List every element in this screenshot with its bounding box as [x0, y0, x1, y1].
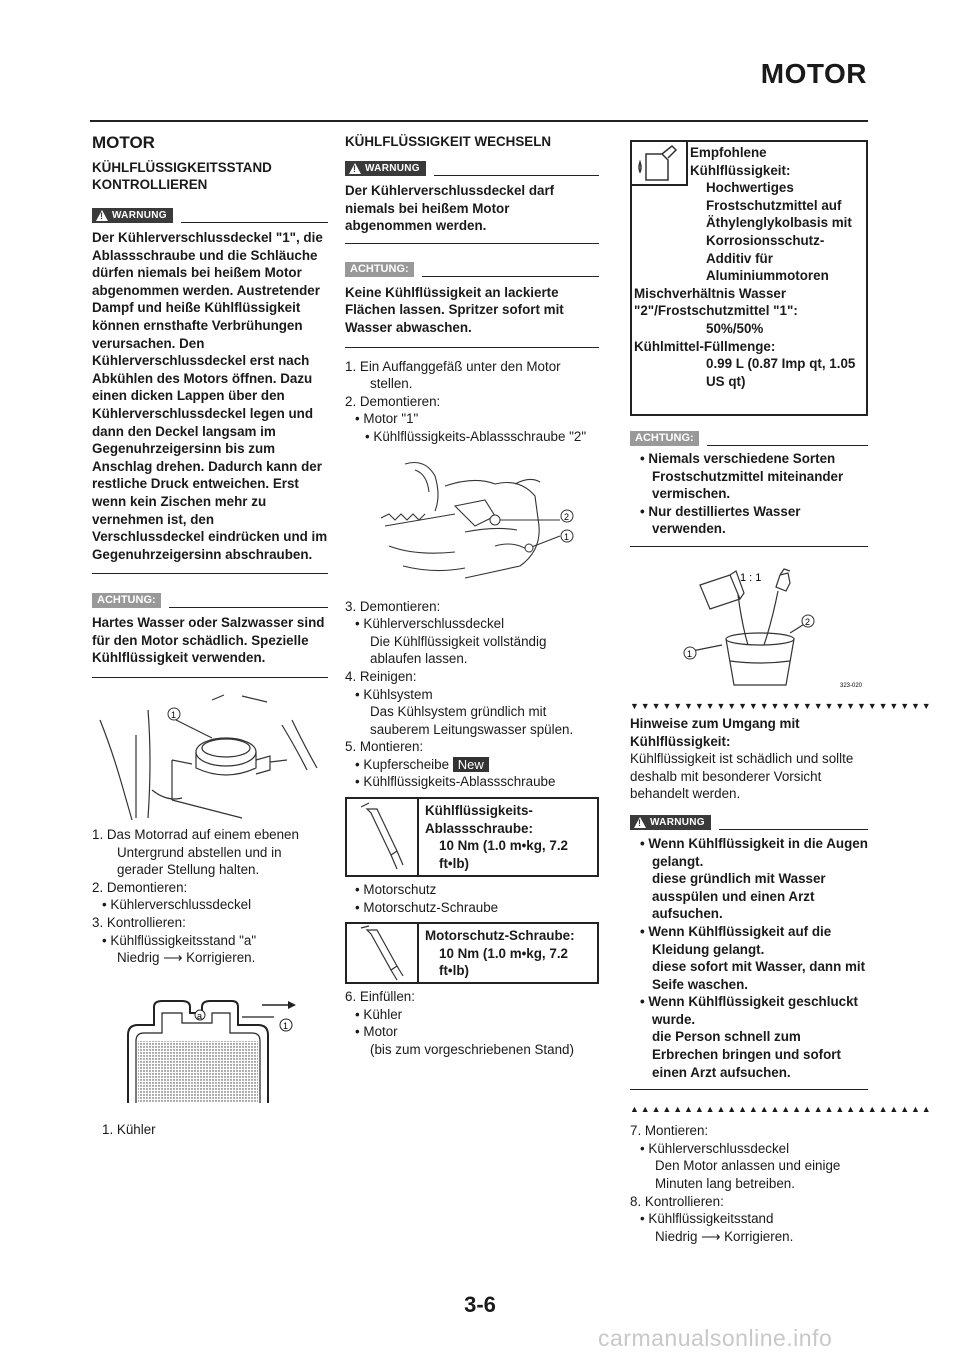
- torque-spec-2: Motorschutz-Schraube: 10 Nm (1.0 m•kg, 7.2 ft•lb): [425, 928, 575, 979]
- caution-header: [345, 262, 599, 278]
- torque-spec-1: Kühlflüssigkeits-Ablassschraube: 10 Nm (1.0 m•kg, 7.2 ft•lb): [425, 803, 568, 871]
- fill-value: 0.99 L (0.87 Imp qt, 1.05 US qt): [706, 356, 856, 389]
- list-item: 7. Montieren:: [630, 1123, 709, 1139]
- triangle-divider-bottom: ▲▲▲▲▲▲▲▲▲▲▲▲▲▲▲▲▲▲▲▲▲▲▲▲▲▲▲▲: [630, 1104, 933, 1115]
- col1-steps: [92, 826, 328, 967]
- svg-text:a: a: [197, 1010, 203, 1021]
- warning-badge: ! WARNUNG: [630, 815, 711, 830]
- list-item: • Kühlsystem: [355, 686, 433, 702]
- drain-bolt-illustration: [345, 456, 599, 584]
- warning-list: [630, 835, 868, 1081]
- torque-wrench-icon: [347, 799, 419, 875]
- hint-text: Kühlflüssigkeit ist schädlich und sollte deshalb mit besonderer Vorsicht behandelt werden.: [630, 751, 854, 802]
- list-item-note: diese sofort mit Wasser, dann mit Seife waschen.: [652, 959, 866, 992]
- list-item: 3. Kontrollieren:: [92, 915, 186, 931]
- low-label: Niedrig: [117, 950, 160, 966]
- ratio-label: 1 : 1: [740, 571, 762, 584]
- mix-value: 50%/50%: [706, 320, 764, 336]
- list-item: 6. Einfüllen:: [345, 989, 415, 1005]
- arrow-right-icon: ⟶: [163, 950, 183, 966]
- caution-text: Keine Kühlflüssigkeit an lackierte Flächen lassen. Spritzer sofort mit Wasser abwaschen.: [345, 284, 564, 335]
- caution-header: [92, 592, 328, 608]
- list-item-note: diese gründlich mit Wasser ausspülen und einen Arzt aufsuchen.: [652, 871, 826, 922]
- list-item: • Motor "1": [355, 411, 419, 427]
- section-title: MOTOR: [92, 133, 155, 152]
- list-item: • Niemals verschiedene Sorten Frostschutzmittel miteinander vermischen.: [640, 451, 844, 502]
- spec-title: Empfohlene Kühlflüssigkeit:: [690, 145, 791, 178]
- hint-title: Hinweise zum Umgang mit Kühlflüssigkeit:: [630, 715, 800, 749]
- col2-steps-d: [345, 988, 599, 1058]
- list-item: • Motor: [355, 1024, 398, 1040]
- svg-text:2: 2: [805, 616, 811, 627]
- warning-triangle-icon: [634, 817, 646, 828]
- warning-badge: ! WARNUNG: [345, 161, 426, 176]
- caution-badge: ACHTUNG:: [630, 431, 699, 446]
- page-header-title: MOTOR: [760, 58, 867, 89]
- list-item: • Kühlflüssigkeits-Ablassschraube "2": [365, 428, 587, 444]
- warning-header: [630, 815, 868, 831]
- list-item: • Kühlerverschlussdeckel: [102, 897, 252, 913]
- arrow-right-icon: ⟶: [701, 1228, 721, 1244]
- col2-steps-b: [345, 598, 599, 792]
- caution-badge: ACHTUNG:: [92, 593, 161, 608]
- list-item: 1. Das Motorrad auf einem ebenen Untergrund abstellen und in gerader Stellung halten.: [92, 827, 299, 878]
- list-item: • Motorschutz: [355, 882, 437, 898]
- svg-text:1: 1: [564, 531, 570, 542]
- torque-wrench-icon: [347, 924, 419, 982]
- list-item-note: (bis zum vorgeschriebenen Stand): [370, 1042, 574, 1058]
- fill-title: Kühlmittel-Füllmenge:: [634, 338, 776, 354]
- low-label: Niedrig: [655, 1228, 698, 1244]
- torque-spec-box-1: [345, 797, 599, 877]
- radiator-cap-illustration: [92, 690, 328, 820]
- warning-badge: ! WARNUNG: [92, 208, 173, 223]
- list-item: 1. Ein Auffanggefäß unter den Motor stellen.: [345, 358, 561, 392]
- list-item: • Kühlflüssigkeitsstand: [640, 1211, 774, 1227]
- triangle-divider-top: ▼▼▼▼▼▼▼▼▼▼▼▼▼▼▼▼▼▼▼▼▼▼▼▼▼▼▼▼: [630, 700, 933, 711]
- caution-badge: ACHTUNG:: [345, 262, 414, 277]
- list-item: 3. Demontieren:: [345, 598, 441, 614]
- list-item: • Nur destilliertes Wasser verwenden.: [640, 503, 801, 537]
- radiator-level-illustration: [92, 995, 328, 1105]
- list-item: • Kühlflüssigkeitsstand "a": [102, 932, 257, 948]
- list-item-note: Den Motor anlassen und einige Minuten lang betreiben.: [655, 1158, 841, 1192]
- warning-triangle-icon: [349, 163, 361, 174]
- warning-header: [345, 160, 599, 176]
- list-item: 2. Demontieren:: [92, 879, 188, 895]
- list-item: • Kupferscheibe New: [345, 756, 599, 774]
- svg-text:1: 1: [171, 710, 177, 721]
- list-item: • Wenn Kühlflüssigkeit in die Augen gelangt.: [640, 835, 868, 869]
- watermark: carmanualsonline.info: [598, 1325, 833, 1351]
- subsection-title: KÜHLFLÜSSIGKEITSSTAND KONTROLLIEREN: [92, 160, 272, 192]
- action-label: Korrigieren.: [724, 1228, 794, 1244]
- coolant-can-icon: [632, 142, 688, 186]
- column-3: [630, 140, 933, 1245]
- action-label: Korrigieren.: [186, 950, 256, 966]
- torque-spec-box-2: [345, 922, 599, 984]
- warning-text: Der Kühlerverschlussdeckel "1", die Ablassschraube und die Schläuche dürfen niemals bei heißem Motor abgenommen werden. Austretender Dampf und heiße Kühlflüssigkeit können ernsthafte Verbrühungen verursachen. Den Kühlerverschlussdeckel erst nach Abkühlen des Motors öffnen. Dazu einen dicken Lappen über den Kühlerverschlussdeckel legen und dann den Deckel langsam im Gegenuhrzeigersinn bis zum Anschlag drehen. Dadurch kann der restliche Druck entweichen. Erst wenn kein Zischen mehr zu vernehmen ist, den Verschlussdeckel eindrücken und im Gegenuhrzeigersinn abschrauben.: [92, 230, 328, 562]
- mix-title: Mischverhältnis Wasser "2"/Frostschutzmittel "1":: [634, 285, 798, 319]
- list-item: • Wenn Kühlflüssigkeit auf die Kleidung gelangt.: [640, 923, 832, 957]
- list-item: • Kühlerverschlussdeckel: [355, 616, 505, 632]
- list-item: • Wenn Kühlflüssigkeit geschluckt wurde.: [640, 994, 858, 1027]
- list-item: • Kühler: [355, 1006, 403, 1022]
- warning-triangle-icon: [96, 210, 108, 221]
- svg-text:2: 2: [564, 511, 570, 522]
- col3-steps: [630, 1122, 868, 1245]
- warning-header: [92, 207, 328, 223]
- page-number: 3-6: [464, 1292, 496, 1317]
- caution-text: Hartes Wasser oder Salzwasser sind für den Motor schädlich. Spezielle Kühlflüssigkeit verwenden.: [92, 615, 325, 666]
- list-item: 4. Reinigen:: [345, 668, 417, 684]
- list-item: 8. Kontrollieren:: [630, 1193, 724, 1209]
- header-rule: [90, 120, 868, 122]
- list-item: • Kühlflüssigkeits-Ablassschraube: [355, 774, 556, 790]
- list-item: [92, 949, 328, 967]
- list-item: 2. Demontieren:: [345, 393, 441, 409]
- spec-value: Hochwertiges Frostschutzmittel auf Äthylenglykolbasis mit Korrosionsschutz-Additiv für Aluminiummotoren: [706, 180, 852, 284]
- list-item-note: Die Kühlflüssigkeit vollständig ablaufen lassen.: [370, 633, 547, 667]
- column-1: [92, 133, 328, 1138]
- warning-text: Der Kühlerverschlussdeckel darf niemals bei heißem Motor abgenommen werden.: [345, 183, 555, 234]
- new-part-badge: New: [453, 757, 489, 772]
- coolant-spec-box: [630, 140, 868, 416]
- caution-header: [630, 430, 868, 446]
- column-2: [345, 133, 599, 1059]
- figure-caption: 1. Kühler: [102, 1121, 156, 1137]
- list-item: • Motorschutz-Schraube: [355, 899, 499, 915]
- col2-steps-c: [345, 881, 599, 916]
- col2-steps-a: [345, 358, 599, 446]
- list-item: [630, 1228, 868, 1246]
- svg-text:1: 1: [283, 1020, 289, 1031]
- section-title: KÜHLFLÜSSIGKEIT WECHSELN: [345, 134, 552, 149]
- list-item-note: die Person schnell zum Erbrechen bringen und sofort einen Arzt aufsuchen.: [652, 1029, 841, 1080]
- list-item: 5. Montieren:: [345, 739, 424, 755]
- caution-list: [630, 450, 868, 538]
- mixing-ratio-illustration: [630, 565, 868, 691]
- figure-code: 323-020: [840, 682, 863, 689]
- list-item-note: Das Kühlsystem gründlich mit sauberem Leitungswasser spülen.: [370, 704, 574, 737]
- svg-text:1: 1: [687, 648, 693, 659]
- list-item: • Kühlerverschlussdeckel: [640, 1140, 790, 1156]
